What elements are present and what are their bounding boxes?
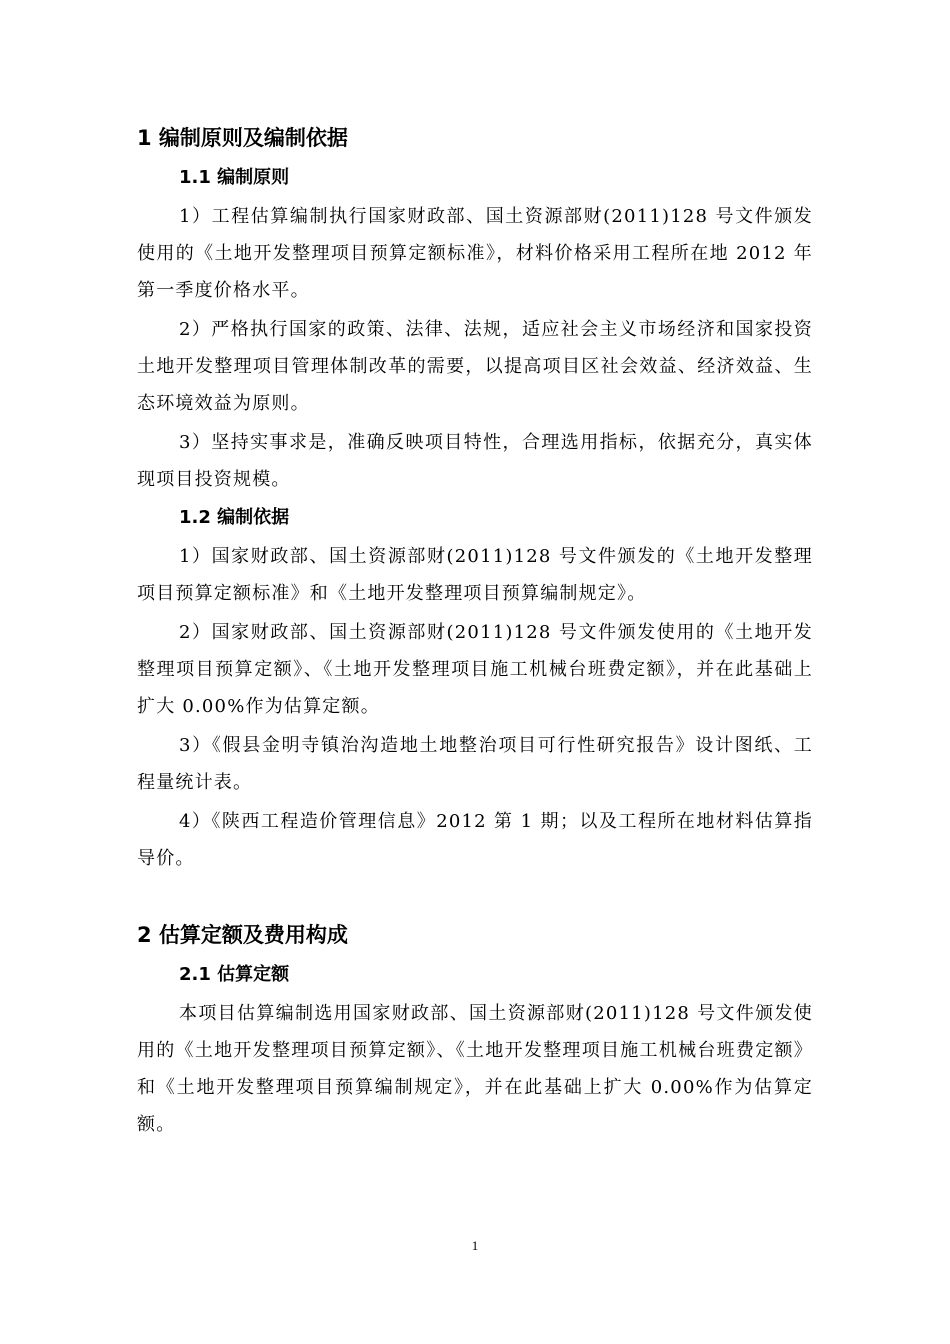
- paragraph: 2）严格执行国家的政策、法律、法规，适应社会主义市场经济和国家投资土地开发整理项目管理体制改革的需要，以提高项目区社会效益、经济效益、生态环境效益为原则。: [137, 319, 813, 414]
- section-2-1-heading: 2.1 估算定额: [179, 964, 290, 985]
- paragraph: 1）国家财政部、国土资源部财(2011)128 号文件颁发的《土地开发整理项目预算定额标准》和《土地开发整理项目预算编制规定》。: [137, 546, 813, 604]
- paragraph: 1）工程估算编制执行国家财政部、国土资源部财(2011)128 号文件颁发使用的《土地开发整理项目预算定额标准》，材料价格采用工程所在地 2012 年第一季度价格水平。: [137, 206, 813, 301]
- paragraph: 2）国家财政部、国土资源部财(2011)128 号文件颁发使用的《土地开发整理项目预算定额》、《土地开发整理项目施工机械台班费定额》，并在此基础上扩大 0.00%作为估算定额。: [137, 622, 813, 717]
- paragraph: 3）坚持实事求是，准确反映项目特性，合理选用指标，依据充分，真实体现项目投资规模。: [137, 432, 813, 490]
- section-spacer: [137, 879, 813, 915]
- document-body: [137, 118, 813, 1145]
- page-number: 1: [471, 1238, 479, 1253]
- section-1-1-heading: 1.1 编制原则: [179, 167, 290, 188]
- paragraph: 本项目估算编制选用国家财政部、国土资源部财(2011)128 号文件颁发使用的《土地开发整理项目预算定额》、《土地开发整理项目施工机械台班费定额》和《土地开发整理项目预算编制规定》，并在此基础上扩大 0.00%作为估算定额。: [137, 1003, 813, 1135]
- paragraph: 3）《假县金明寺镇治沟造地土地整治项目可行性研究报告》设计图纸、工程量统计表。: [137, 735, 813, 793]
- section-1-heading: 1 编制原则及编制依据: [137, 126, 348, 150]
- section-2-heading: 2 估算定额及费用构成: [137, 923, 348, 947]
- paragraph: 4）《陕西工程造价管理信息》2012 第 1 期；以及工程所在地材料估算指导价。: [137, 811, 813, 869]
- section-1-2-heading: 1.2 编制依据: [179, 507, 290, 528]
